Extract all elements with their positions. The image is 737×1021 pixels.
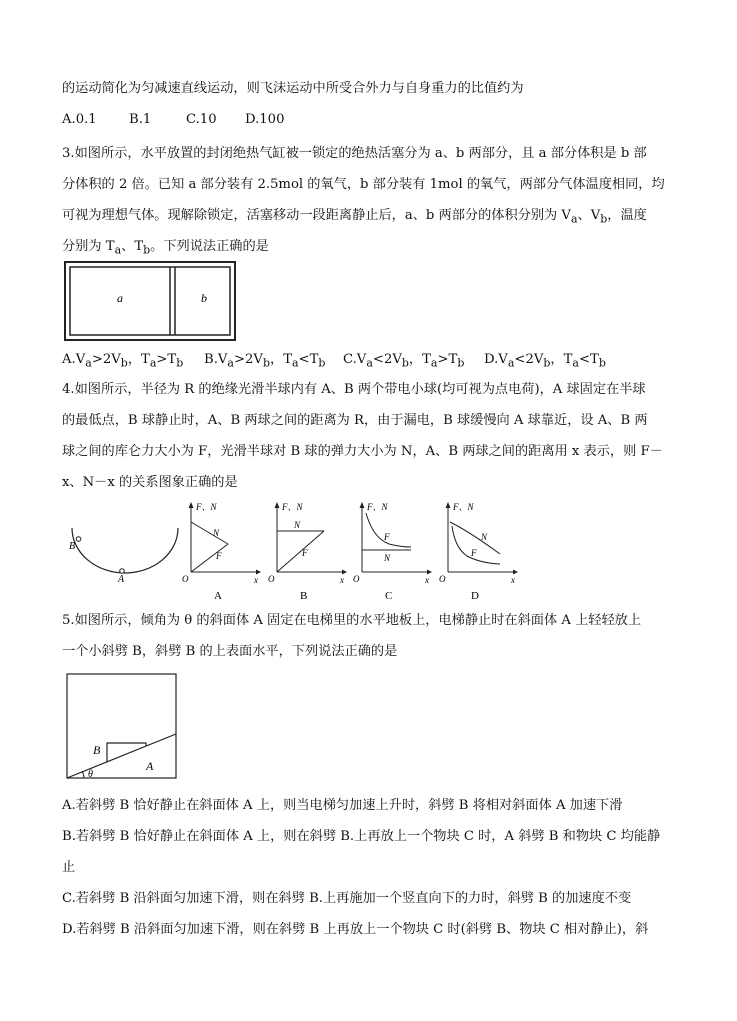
option-text: T — [563, 352, 573, 367]
graph-c — [353, 502, 432, 602]
q4-text-line: 球之间的库仑力大小为 F，光滑半球对 B 球的弹力大小为 N，A、B 两球之间的距离用 x 表示，则 F－ — [62, 444, 663, 459]
curve-f — [277, 531, 324, 572]
option-text: ， — [270, 352, 284, 367]
q4-text-line: x、N－x 的关系图象正确的是 — [62, 475, 238, 490]
cylinder-figure — [64, 261, 236, 341]
y-axis-label: F、N — [196, 502, 217, 512]
subscript: b — [318, 356, 326, 370]
option-b: B.1 — [129, 112, 152, 127]
subscript: b — [457, 356, 465, 370]
x-axis-label: x — [340, 575, 344, 585]
option-text: <2V — [372, 352, 402, 367]
x-axis-label: x — [425, 575, 429, 585]
q3-option-b — [204, 350, 325, 374]
option-text: T — [283, 352, 292, 367]
panel-label: D — [471, 590, 479, 602]
label-a: A — [146, 759, 154, 773]
subscript: a — [114, 243, 122, 257]
option-text: >T — [156, 352, 177, 367]
subscript: b — [598, 356, 606, 370]
y-axis-arrow — [189, 502, 194, 508]
option-text: <T — [578, 352, 599, 367]
curve-f-label: F — [384, 532, 390, 542]
option-d: D.100 — [245, 112, 285, 127]
origin-label: O — [353, 574, 360, 584]
q3-text-segment: 可视为理想气体。现解除锁定，活塞移动一段距离静止后，a、b 两部分的体积分别为 V — [62, 208, 571, 223]
q3-text-segment: ，温度 — [607, 208, 647, 223]
separator: 、 — [577, 208, 591, 223]
curve-f — [191, 544, 228, 572]
ball-a-label: A — [118, 574, 125, 585]
x-axis-arrow — [427, 570, 432, 575]
curve-n-label: N — [481, 532, 488, 542]
option-text: <2V — [514, 352, 544, 367]
q5-text-line: 一个小斜劈 B，斜劈 B 的上表面水平，下列说法正确的是 — [62, 644, 398, 659]
subscript: a — [366, 356, 373, 370]
label-b: B — [93, 743, 101, 757]
hemisphere-arc — [72, 528, 178, 573]
y-axis-label: F、N — [453, 502, 474, 512]
subscript: b — [600, 212, 608, 226]
origin-label: O — [439, 574, 446, 584]
origin-label: O — [182, 574, 189, 584]
option-text: T — [141, 352, 150, 367]
incline-a — [67, 734, 176, 778]
curve-f-label: F — [216, 551, 222, 561]
curve-f-label: F — [471, 548, 477, 558]
cylinder-outer-wall — [65, 262, 235, 340]
graph-a — [182, 502, 261, 602]
subscript: a — [149, 356, 157, 370]
curve-f-label: F — [302, 548, 308, 558]
question-text-line: 的运动简化为匀减速直线运动，则飞沫运动中所受合外力与自身重力的比值约为 — [62, 81, 524, 96]
option-text: ， — [127, 352, 142, 367]
subscript: a — [572, 356, 579, 370]
subscript: a — [570, 212, 578, 226]
curve-n-label: N — [384, 553, 391, 563]
option-text: D.V — [484, 352, 508, 367]
curve-n — [191, 522, 228, 544]
y-axis-arrow — [275, 502, 280, 508]
elevator-box — [67, 674, 176, 778]
elevator-figure — [66, 672, 178, 780]
volume-symbol: V — [590, 208, 601, 223]
curve-f — [452, 526, 500, 564]
option-c: C.10 — [186, 112, 217, 127]
label-a: a — [117, 291, 123, 305]
option-text: B.V — [204, 352, 228, 367]
panel-label: B — [300, 590, 308, 602]
y-axis-arrow — [446, 502, 451, 508]
option-text: >2V — [91, 352, 121, 367]
y-axis-label: F、N — [367, 502, 388, 512]
q5-option-b-cont: 止 — [62, 860, 76, 875]
subscript: a — [227, 356, 234, 370]
q5-option-d: D.若斜劈 B 沿斜面匀加速下滑，则在斜劈 B 上再放上一个物块 C 时(斜劈 B、物块 C 相对静止)，斜 — [62, 922, 649, 937]
subscript: b — [120, 356, 128, 370]
origin-label: O — [268, 574, 275, 584]
option-text: T — [422, 352, 431, 367]
q3-text-line: 3.如图所示，水平放置的封闭绝热气缸被一锁定的绝热活塞分为 a、b 两部分，且 a 部分体积是 b 部 — [62, 146, 647, 161]
y-axis-arrow — [360, 502, 365, 508]
q5-option-a: A.若斜劈 B 恰好静止在斜面体 A 上，则当电梯匀加速上升时，斜劈 B 将相对斜面体 A 加速下滑 — [62, 798, 623, 813]
q5-option-b: B.若斜劈 B 恰好静止在斜面体 A 上，则在斜劈 B.上再放上一个物块 C 时，A 斜劈 B 和物块 C 均能静 — [62, 829, 661, 844]
subscript: b — [262, 356, 270, 370]
x-axis-arrow — [342, 570, 347, 575]
subscript: b — [401, 356, 409, 370]
option-text: >2V — [233, 352, 263, 367]
subscript: b — [143, 243, 151, 257]
q3-text-line: 分体积的 2 倍。已知 a 部分装有 2.5mol 的氧气，b 部分装有 1mol 的氧气，两部分气体温度相同，均 — [62, 177, 665, 192]
option-text: C.V — [343, 352, 367, 367]
option-text: ， — [550, 352, 564, 367]
temperature-symbol: T — [134, 239, 144, 254]
ball-a — [120, 569, 125, 574]
angle-arc — [82, 771, 84, 778]
graph-d — [439, 502, 518, 602]
q3-text-segment: 分别为 T — [62, 239, 115, 254]
subscript: a — [85, 356, 92, 370]
q3-text-line — [62, 237, 269, 261]
y-axis-label: F、N — [282, 502, 303, 512]
ball-b — [76, 537, 81, 542]
q3-option-c — [343, 350, 464, 374]
q5-option-c: C.若斜劈 B 沿斜面匀加速下滑，则在斜劈 B.上再施加一个竖直向下的力时，斜劈 B 的加速度不变 — [62, 891, 632, 906]
x-axis-arrow — [256, 570, 261, 575]
x-axis-arrow — [513, 570, 518, 575]
q3-option-d — [484, 350, 606, 374]
separator: 、 — [121, 239, 135, 254]
ball-b-label: B — [69, 541, 76, 552]
q5-text-line: 5.如图所示，倾角为 θ 的斜面体 A 固定在电梯里的水平地板上，电梯静止时在斜面体 A 上轻轻放上 — [62, 613, 642, 628]
q4-text-line: 4.如图所示，半径为 R 的绝缘光滑半球内有 A、B 两个带电小球(均可视为点电荷)，A 球固定在半球 — [62, 382, 646, 397]
q4-figure — [62, 498, 522, 606]
label-b: b — [201, 291, 207, 305]
hemisphere-diagram — [69, 528, 178, 585]
option-text: A.V — [62, 352, 86, 367]
q3-option-a — [62, 350, 183, 374]
curve-n-label: N — [294, 520, 301, 530]
subscript: b — [543, 356, 551, 370]
subscript: a — [291, 356, 299, 370]
q3-text-segment: 。下列说法正确的是 — [150, 239, 269, 254]
x-axis-label: x — [254, 575, 258, 585]
subscript: a — [430, 356, 438, 370]
option-text: <T — [298, 352, 319, 367]
q3-text-line — [62, 206, 647, 230]
panel-label: A — [214, 590, 222, 602]
subscript: b — [176, 356, 184, 370]
panel-label: C — [385, 590, 393, 602]
curve-n-label: N — [213, 528, 220, 538]
subscript: a — [507, 356, 515, 370]
option-text: >T — [437, 352, 458, 367]
option-text: ， — [408, 352, 423, 367]
x-axis-label: x — [511, 575, 515, 585]
angle-theta: θ — [88, 769, 93, 780]
graph-b — [268, 502, 347, 602]
q4-text-line: 的最低点，B 球静止时，A、B 两球之间的距离为 R，由于漏电，B 球缓慢向 A 球靠近，设 A、B 两 — [62, 413, 648, 428]
option-a: A.0.1 — [62, 112, 97, 127]
